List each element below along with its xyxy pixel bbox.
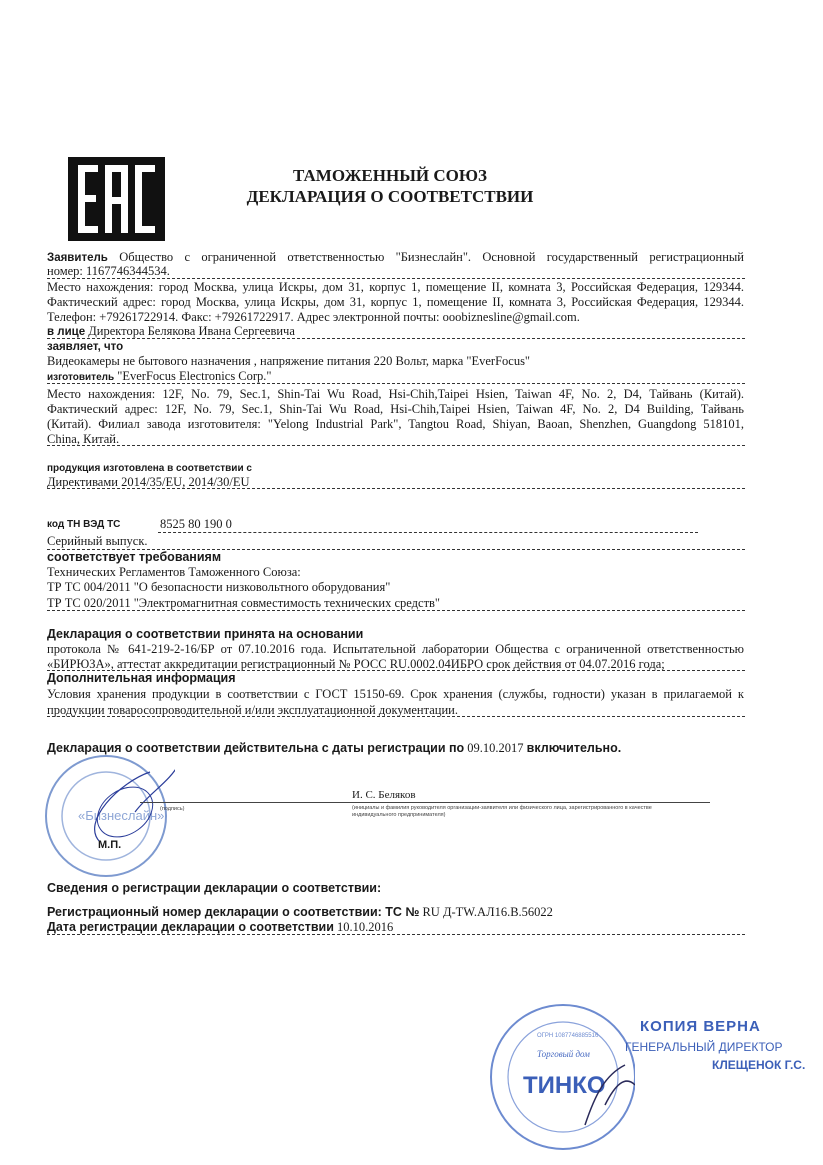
divider [47,338,745,339]
applicant-label: Заявитель [47,252,108,264]
person-label: в лице [47,326,86,338]
person-name: Директора Белякова Ивана Сергеевича [88,324,295,338]
tnved-code: 8525 80 190 0 [160,517,232,531]
additional-label: Дополнительная информация [47,671,236,685]
applicant-address: Место нахождения: город Москва, улица Искры, дом 31, корпус 1, помещение II, комната 3, Российская Федерация, 129344. [47,280,744,294]
signature-line [140,802,710,803]
manufacturer-branch: (Китай). Филиал завода изготовителя: "Yelong Industrial Park", Tangtou Road, Shiyan, Baoan, Shenzhen, Guangdong 518101, [47,417,744,431]
basis-protocol: протокола № 641-219-2-16/БР от 07.10.2016 года. Испытательной лаборатории Общества с ограниченной ответственностью [47,642,744,656]
manufacturer-address: Место нахождения: 12F, No. 79, Sec.1, Shin-Tai Wu Road, Hsi-Chih,Taipei Hsien, Taiwan 4F, No. 2, D4, Тайвань (Китай). [47,387,744,401]
registration-number-label: Регистрационный номер декларации о соответствии: ТС № [47,905,420,919]
registration-date-line [47,920,393,934]
manufacturer-actual-address: Фактический адрес: 12F, No. 79, Sec.1, Shin-Tai Wu Road, Hsi-Chih,Taipei Hsien, Taiwan 4F, No. 2, D4 Building, Тайвань [47,402,744,416]
seal-label: М.П. [98,839,122,851]
declares-label: заявляет, что [47,341,124,353]
copy-verified: КОПИЯ ВЕРНА [640,1018,761,1035]
applicant-name: Общество с ограниченной ответственностью "Бизнеслайн". Основной государственный регистрационный [119,250,744,264]
applicant-ogrn: номер: 1167746344534. [47,264,170,278]
applicant-person-line [47,324,295,339]
applicant-line [47,250,744,264]
seal-brand: ТИНКО [523,1072,606,1099]
manufacturer-name: "EverFocus Electronics Corp." [117,369,272,383]
directives: Директивами 2014/35/EU, 2014/30/EU [47,475,250,489]
svg-text:«Бизнеслайн»: «Бизнеслайн» [78,808,165,823]
applicant-contacts: Телефон: +79261722914. Факс: +79261722917. Адрес электронной почты: ooobiznesline@gmail.com. [47,310,580,324]
document-title: ДЕКЛАРАЦИЯ О СООТВЕТСТВИИ [246,187,534,206]
registration-date: 10.10.2016 [337,920,394,934]
divider [47,488,745,489]
additional-docs: продукции товаросопроводительной и/или эксплуатационной документации. [47,703,458,717]
regulation-020: ТР ТС 020/2011 "Электромагнитная совместимость технических средств" [47,596,441,610]
product-description: Видеокамеры не бытового назначения , напряжение питания 220 Вольт, марка "EverFocus" [47,354,531,368]
registration-heading: Сведения о регистрации декларации о соответствии: [47,881,382,895]
seal-ogrn: ОГРН 1087746885516 [537,1033,599,1039]
manufacturer-country: China, Китай. [47,432,120,446]
tinko-seal [485,995,635,1160]
seal-subtitle: Торговый дом [537,1049,590,1059]
divider [47,383,745,384]
eac-logo [68,157,165,241]
registration-number: RU Д-TW.АЛ16.В.56022 [422,905,553,919]
signatory-caption-1: (инициалы и фамилия руководителя организации-заявителя или физического лица, зарегистрированного в качестве [352,805,652,811]
divider [47,610,745,611]
divider [47,278,745,279]
copy-signer: КЛЕЩЕНОК Г.С. [712,1058,806,1072]
regulations-intro: Технических Регламентов Таможенного Союза: [47,565,301,579]
union-title: ТАМОЖЕННЫЙ СОЮЗ [293,166,487,185]
validity-suffix: включительно. [526,741,622,755]
divider [47,934,745,935]
serial-release: Серийный выпуск. [47,534,148,548]
signatory-name: И. С. Беляков [352,789,416,801]
copy-position: ГЕНЕРАЛЬНЫЙ ДИРЕКТОР [625,1040,783,1054]
applicant-actual-address: Фактический адрес: город Москва, улица Искры, дом 31, корпус 1, помещение II, комната 3, Российская Федерация, 129344. [47,295,744,309]
divider [47,716,745,717]
registration-date-label: Дата регистрации декларации о соответствии [47,920,334,934]
applicant-seal [40,752,175,887]
signatory-caption-2: индивидуального предпринимателя) [352,812,446,818]
basis-accreditation: «БИРЮЗА», аттестат аккредитации регистрационный № РОСС RU.0002.04ИБРО срок действия от 04.07.2016 года; [47,657,665,671]
basis-label: Декларация о соответствии принята на основании [47,627,364,641]
conforms-label: соответствует требованиям [47,550,222,564]
manufacturer-label: изготовитель [47,372,115,383]
validity-date: 09.10.2017 [467,741,524,755]
tnved-label: код ТН ВЭД ТС [47,519,121,530]
registration-number-line [47,905,553,919]
divider [47,445,745,446]
additional-storage: Условия хранения продукции в соответствии с ГОСТ 15150-69. Срок хранения (службы, годности) указан в прилагаемой к [47,687,744,701]
produced-label: продукция изготовлена в соответствии с [47,463,252,474]
regulation-004: ТР ТС 004/2011 "О безопасности низковольтного оборудования" [47,580,391,594]
divider [158,532,698,533]
validity-prefix: Декларация о соответствии действительна с даты регистрации по [47,741,465,755]
signature-caption: (подпись) [160,806,185,812]
